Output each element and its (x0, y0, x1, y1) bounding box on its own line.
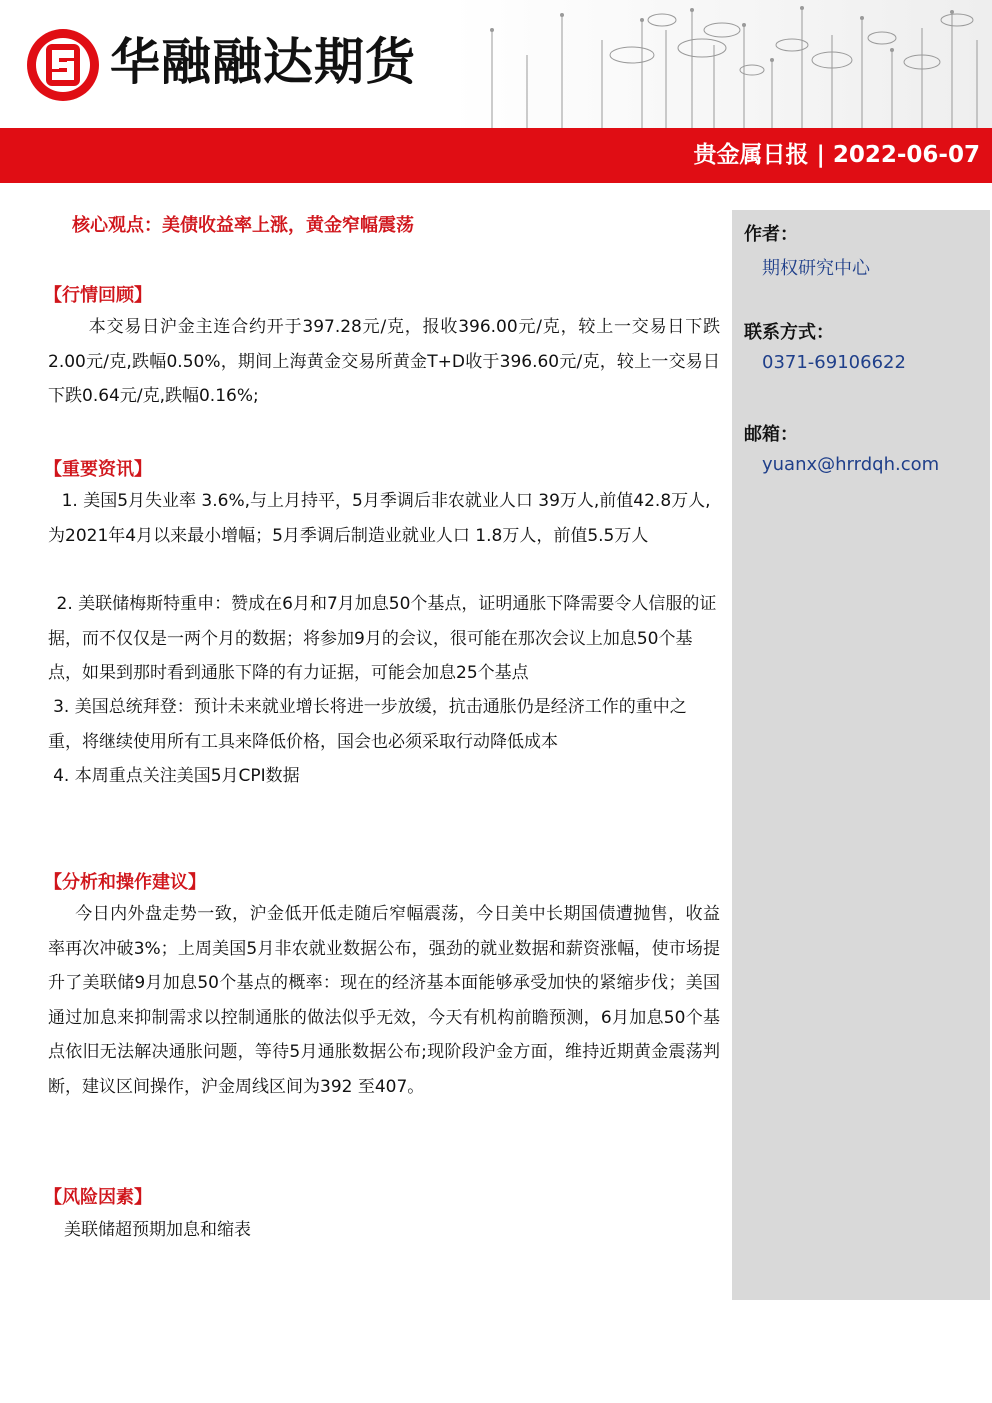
news-item: 4. 本周重点关注美国5月CPI数据 (53, 766, 300, 786)
market-review-text: 本交易日沪金主连合约开于397.28元/克，报收396.00元/克，较上一交易日下跌2.00元/克,跌幅0.50%，期间上海黄金交易所黄金T+D收于396.60元/克，较上一交易日下跌0.64元/克,跌幅0.16%; (48, 317, 720, 406)
report-title: 贵金属日报 | 2022-06-07 (693, 142, 980, 168)
news-heading: 【重要资讯】 (44, 459, 152, 480)
risk-text: 美联储超预期加息和缩表 (64, 1220, 251, 1240)
author-label: 作者： (744, 224, 798, 245)
huarong-logo-icon (24, 26, 102, 104)
contact-value: 0371-69106622 (762, 352, 906, 373)
email-label: 邮箱： (744, 424, 798, 445)
news-item: 3. 美国总统拜登：预计未来就业增长将进一步放缓，抗击通胀仍是经济工作的重中之重，将继续使用所有工具来降低价格，国会也必须采取行动降低成本 (48, 697, 687, 752)
header-decoration (452, 0, 992, 128)
core-view-title: 核心观点：美债收益率上涨，黄金窄幅震荡 (72, 215, 414, 236)
author-sidebar (732, 210, 990, 1300)
contact-label: 联系方式： (744, 322, 834, 343)
market-review-heading: 【行情回顾】 (44, 285, 152, 306)
news-item: 2. 美联储梅斯特重申：赞成在6月和7月加息50个基点，证明通胀下降需要令人信服的证据，而不仅仅是一两个月的数据；将参加9月的会议，很可能在那次会议上加息50个基点，如果到那时看到通胀下降的有力证据，可能会加息25个基点 (48, 594, 717, 683)
page-header (0, 0, 992, 130)
analysis-heading: 【分析和操作建议】 (44, 872, 206, 893)
risk-heading: 【风险因素】 (44, 1187, 152, 1208)
news-item: 1. 美国5月失业率 3.6%,与上月持平，5月季调后非农就业人口 39万人,前值42.8万人,为2021年4月以来最小增幅；5月季调后制造业就业人口 1.8万人，前值5.5万人 (48, 491, 711, 546)
brand-name: 华融融达期货 (110, 33, 416, 91)
author-value: 期权研究中心 (762, 258, 870, 279)
email-value[interactable]: yuanx@hrrdqh.com (762, 454, 940, 475)
analysis-text: 今日内外盘走势一致，沪金低开低走随后窄幅震荡，今日美中长期国债遭抛售，收益率再次冲破3%；上周美国5月非农就业数据公布，强劲的就业数据和薪资涨幅，使市场提升了美联储9月加息50个基点的概率：现在的经济基本面能够承受加快的紧缩步伐；美国通过加息来抑制需求以控制通胀的做法似乎无效，今天有机构前瞻预测，6月加息50个基点依旧无法解决通胀问题，等待5月通胀数据公布;现阶段沪金方面，维持近期黄金震荡判断，建议区间操作，沪金周线区间为392 至407。 (48, 904, 720, 1097)
